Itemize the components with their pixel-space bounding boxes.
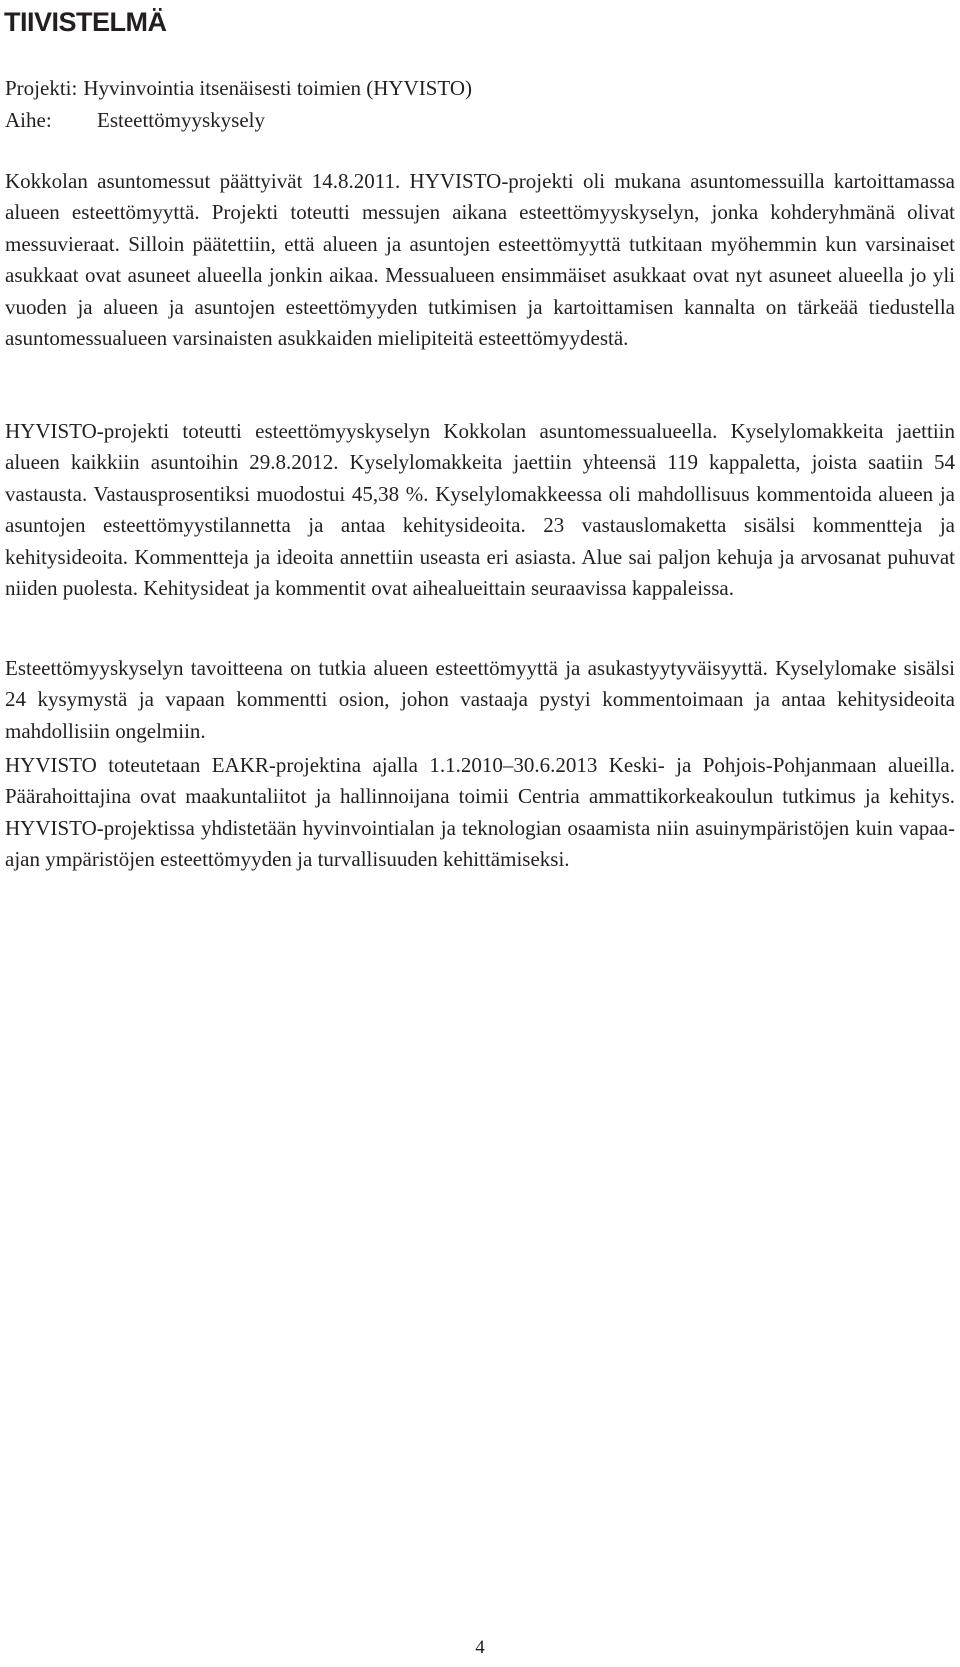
paragraph-survey-goal: Esteettömyyskyselyn tavoitteena on tutkia alueen esteettömyyttä ja asukastyytyväisyyttä. Kyselylomake sisälsi 24 kysymystä ja vapaan kommentti osion, johon vastaaja pystyi kommentoimaan ja antaa kehitysideoita mahdollisiin ongelmiin. <box>5 656 955 743</box>
meta-project-label: Projekti: <box>5 76 78 100</box>
meta-row-project <box>5 72 472 104</box>
page-number: 4 <box>475 1637 485 1658</box>
meta-row-subject <box>5 104 472 136</box>
paragraph-background: Kokkolan asuntomessut päättyivät 14.8.2011. HYVISTO-projekti oli mukana asuntomessuilla kartoittamassa alueen esteettömyyttä. Projekti toteutti messujen aikana esteettömyyskyselyn, jonka kohderyhmänä olivat messuvieraat. Silloin päätettiin, että alueen ja asuntojen esteettömyyttä tutkitaan myöhemmin kun varsinaiset asukkaat ovat asuneet alueella jonkin aikaa. Messualueen ensimmäiset asukkaat ovat nyt asuneet alueella jo yli vuoden ja alueen ja asuntojen esteettömyyden tutkimisen ja kartoittamisen kannalta on tärkeää tiedustella asuntomessualueen varsinaisten asukkaiden mielipiteitä esteettömyydestä. <box>5 169 955 351</box>
document-meta <box>5 72 472 136</box>
meta-subject-value: Esteettömyyskysely <box>97 108 265 132</box>
paragraph-survey-implementation: HYVISTO-projekti toteutti esteettömyyskyselyn Kokkolan asuntomessualueella. Kyselylomakkeita jaettiin alueen kaikkiin asuntoihin 29.8.2012. Kyselylomakkeita jaettiin yhteensä 119 kappaletta, joista saatiin 54 vastausta. Vastausprosentiksi muodostui 45,38 %. Kyselylomakkeessa oli mahdollisuus kommentoida alueen ja asuntojen esteettömyystilannetta ja antaa kehitysideoita. 23 vastauslomaketta sisälsi kommentteja ja kehitysideoita. Kommentteja ja ideoita annettiin useasta eri asiasta. Alue sai paljon kehuja ja arvosanat puhuvat niiden puolesta. Kehitysideat ja kommentit ovat aihealueittain seuraavissa kappaleissa. <box>5 419 955 601</box>
meta-project-value: Hyvinvointia itsenäisesti toimien (HYVISTO) <box>83 76 472 100</box>
paragraph-project-funding: HYVISTO toteutetaan EAKR-projektina ajalla 1.1.2010–30.6.2013 Keski- ja Pohjois-Pohjanmaan alueilla. Päärahoittajina ovat maakuntaliitot ja hallinnoijana toimii Centria ammattikorkeakoulun tutkimus ja kehitys. HYVISTO-projektissa yhdistetään hyvinvointialan ja teknologian osaamista niin asuinympäristöjen kuin vapaa-ajan ympäristöjen esteettömyyden ja turvallisuuden kehittämiseksi. <box>5 753 955 872</box>
meta-subject-label: Aihe: <box>5 108 52 132</box>
page-title: TIIVISTELMÄ <box>4 7 167 37</box>
